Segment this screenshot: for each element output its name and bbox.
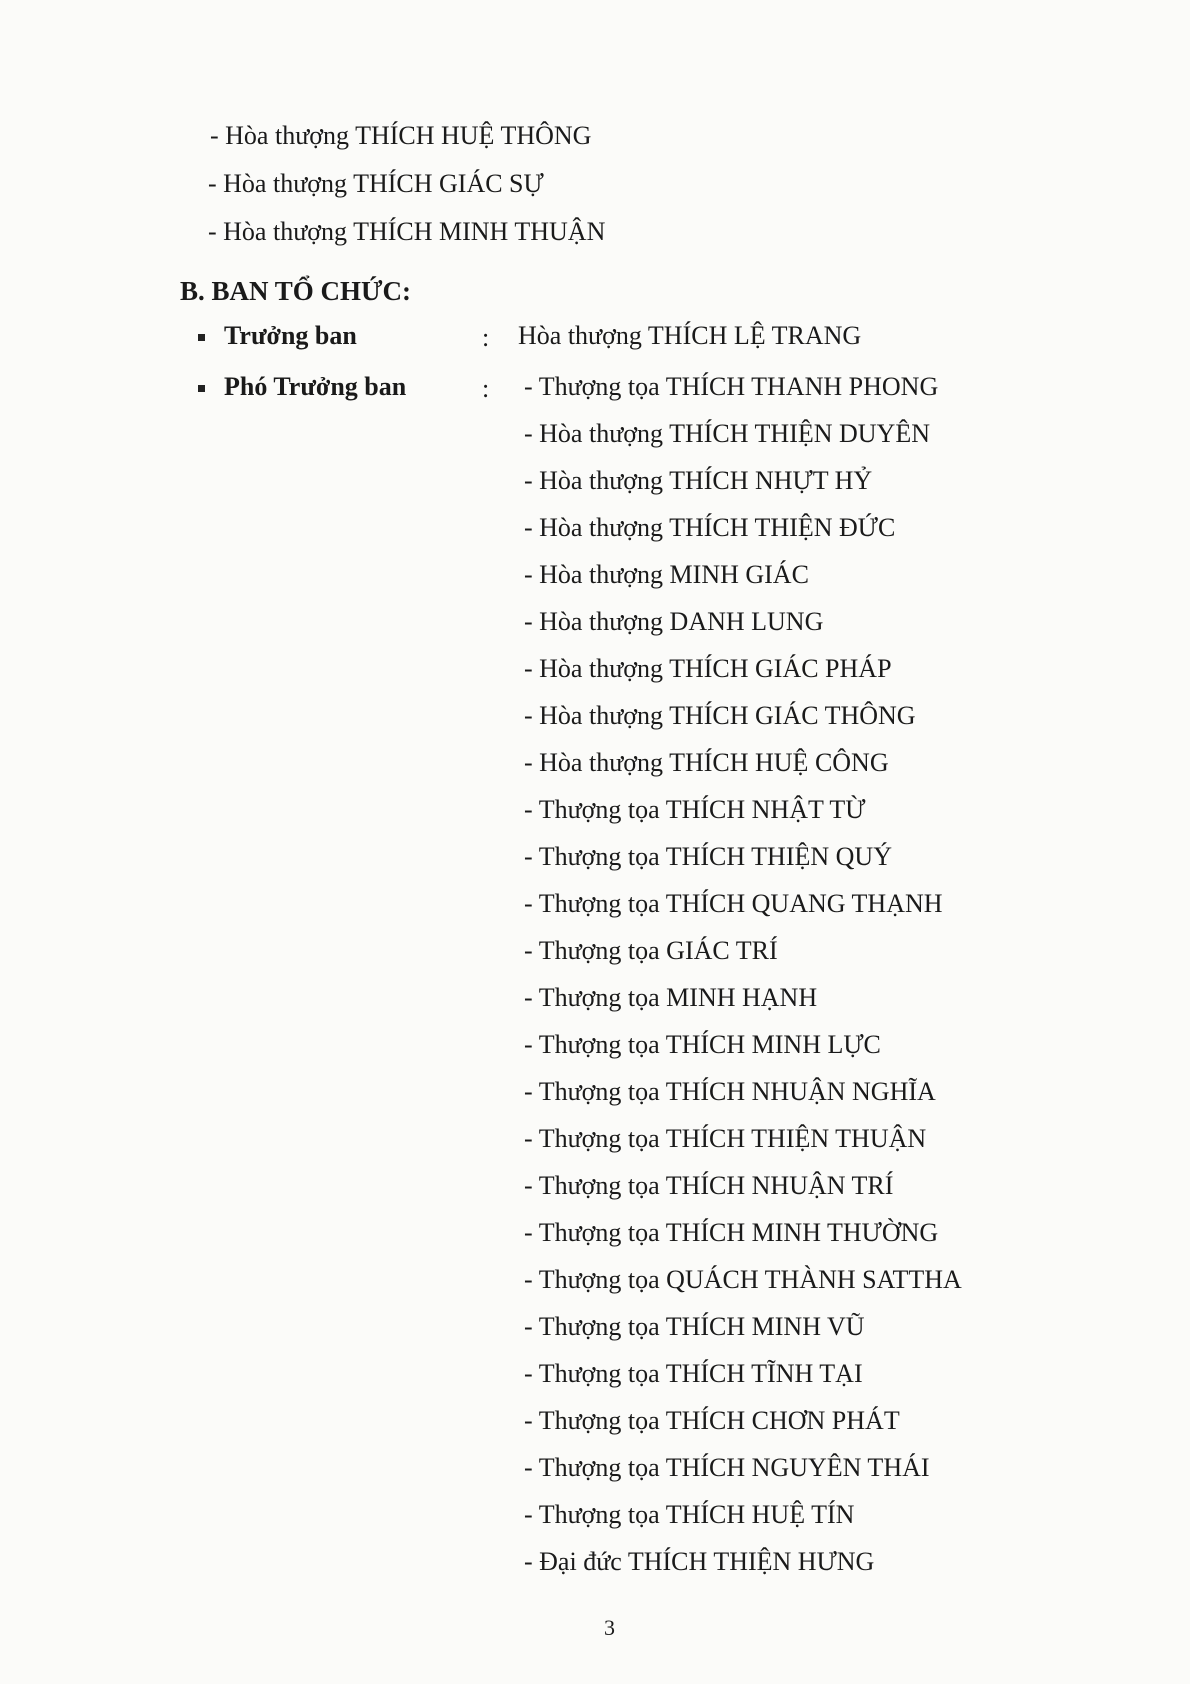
truong-ban-label: Trưởng ban bbox=[224, 321, 357, 350]
square-bullet-icon bbox=[198, 334, 205, 341]
member-item: - Hòa thượng THÍCH THIỆN DUYÊN bbox=[524, 419, 930, 448]
member-item: - Thượng tọa THÍCH QUANG THẠNH bbox=[524, 889, 943, 918]
truong-ban-colon: : bbox=[482, 323, 490, 352]
member-item: - Thượng tọa THÍCH MINH VŨ bbox=[524, 1312, 865, 1341]
intro-item: - Hòa thượng THÍCH GIÁC SỰ bbox=[208, 169, 544, 198]
page-number: 3 bbox=[604, 1615, 615, 1640]
member-item: - Hòa thượng DANH LUNG bbox=[524, 607, 824, 636]
truong-ban-value: Hòa thượng THÍCH LỆ TRANG bbox=[518, 321, 862, 350]
member-item: - Thượng tọa THÍCH MINH THƯỜNG bbox=[524, 1218, 939, 1247]
member-item: - Hòa thượng MINH GIÁC bbox=[524, 560, 809, 589]
square-bullet-icon bbox=[198, 385, 205, 392]
member-item: - Thượng tọa THÍCH THANH PHONG bbox=[524, 372, 939, 401]
member-item: - Thượng tọa THÍCH TĨNH TẠI bbox=[524, 1359, 863, 1388]
member-item: - Hòa thượng THÍCH GIÁC PHÁP bbox=[524, 654, 892, 683]
member-item: - Thượng tọa THÍCH THIỆN QUÝ bbox=[524, 842, 892, 871]
member-item: - Thượng tọa THÍCH HUỆ TÍN bbox=[524, 1500, 855, 1529]
member-item: - Thượng tọa QUÁCH THÀNH SATTHA bbox=[524, 1265, 962, 1294]
member-item: - Thượng tọa THÍCH THIỆN THUẬN bbox=[524, 1124, 927, 1153]
member-item: - Thượng tọa THÍCH CHƠN PHÁT bbox=[524, 1406, 900, 1435]
member-item: - Thượng tọa THÍCH NHUẬN TRÍ bbox=[524, 1171, 894, 1200]
member-item: - Thượng tọa THÍCH MINH LỰC bbox=[524, 1030, 881, 1059]
pho-truong-ban-colon: : bbox=[482, 374, 490, 403]
member-item: - Đại đức THÍCH THIỆN HƯNG bbox=[524, 1547, 875, 1576]
member-item: - Thượng tọa GIÁC TRÍ bbox=[524, 936, 778, 965]
pho-truong-ban-label: Phó Trưởng ban bbox=[224, 372, 407, 401]
member-item: - Hòa thượng THÍCH THIỆN ĐỨC bbox=[524, 513, 896, 542]
member-item: - Thượng tọa THÍCH NHẬT TỪ bbox=[524, 795, 866, 824]
member-item: - Thượng tọa MINH HẠNH bbox=[524, 983, 818, 1012]
member-item: - Hòa thượng THÍCH GIÁC THÔNG bbox=[524, 701, 916, 730]
member-item: - Hòa thượng THÍCH NHỰT HỶ bbox=[524, 466, 873, 495]
intro-item: - Hòa thượng THÍCH MINH THUẬN bbox=[208, 217, 606, 246]
member-item: - Thượng tọa THÍCH NHUẬN NGHĨA bbox=[524, 1077, 936, 1106]
member-item: - Thượng tọa THÍCH NGUYÊN THÁI bbox=[524, 1453, 930, 1482]
section-heading: B. BAN TỔ CHỨC: bbox=[180, 276, 412, 306]
intro-item: - Hòa thượng THÍCH HUỆ THÔNG bbox=[210, 121, 592, 150]
member-item: - Hòa thượng THÍCH HUỆ CÔNG bbox=[524, 748, 889, 777]
